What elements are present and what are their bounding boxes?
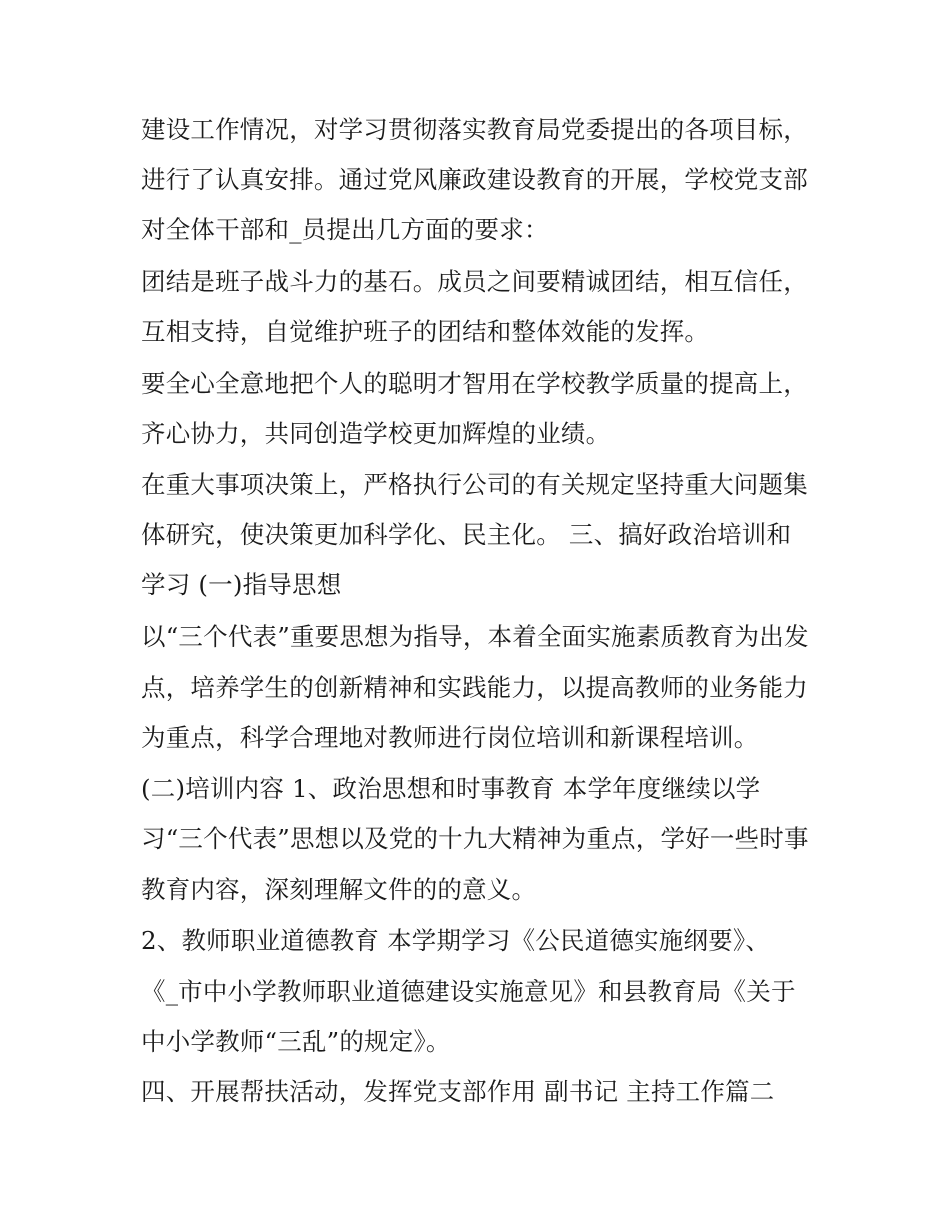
text-line: 习“三个代表”思想以及党的十九大精神为重点，学好一些时事 xyxy=(141,824,809,853)
text-line: 对全体干部和_员提出几方面的要求： xyxy=(141,215,549,244)
text-line: 四、开展帮扶活动，发挥党支部作用 副书记 主持工作篇二 xyxy=(141,1077,775,1106)
text-line: 《_市中小学教师职业道德建设实施意见》和县教育局《关于 xyxy=(141,977,796,1006)
text-line: 进行了认真安排。通过党风廉政建设教育的开展，学校党支部 xyxy=(141,165,808,194)
text-line: 教育内容，深刻理解文件的的意义。 xyxy=(141,875,537,904)
text-line: 学习 (一)指导思想 xyxy=(141,570,342,599)
text-line: 以“三个代表”重要思想为指导，本着全面实施素质教育为出发 xyxy=(141,622,809,651)
text-line: 中小学教师“三乱”的规定》。 xyxy=(141,1027,451,1056)
text-line: 为重点，科学合理地对教师进行岗位培训和新课程培训。 xyxy=(141,723,759,752)
text-line: 要全心全意地把个人的聪明才智用在学校教学质量的提高上， xyxy=(141,369,808,398)
text-line: 团结是班子战斗力的基石。成员之间要精诚团结，相互信任， xyxy=(141,267,808,296)
text-line: 互相支持，自觉维护班子的团结和整体效能的发挥。 xyxy=(141,317,710,346)
text-line: 建设工作情况，对学习贯彻落实教育局党委提出的各项目标， xyxy=(141,115,808,144)
text-line: 体研究，使决策更加科学化、民主化。 三、搞好政治培训和 xyxy=(141,520,792,549)
text-line: (二)培训内容 1、政治思想和时事教育 本学年度继续以学 xyxy=(141,774,761,803)
text-line: 齐心协力，共同创造学校更加辉煌的业绩。 xyxy=(141,419,611,448)
text-line: 在重大事项决策上，严格执行公司的有关规定坚持重大问题集 xyxy=(141,470,808,499)
text-line: 2、教师职业道德教育 本学期学习《公民道德实施纲要》、 xyxy=(141,926,771,955)
text-line: 点，培养学生的创新精神和实践能力，以提高教师的业务能力 xyxy=(141,673,808,702)
